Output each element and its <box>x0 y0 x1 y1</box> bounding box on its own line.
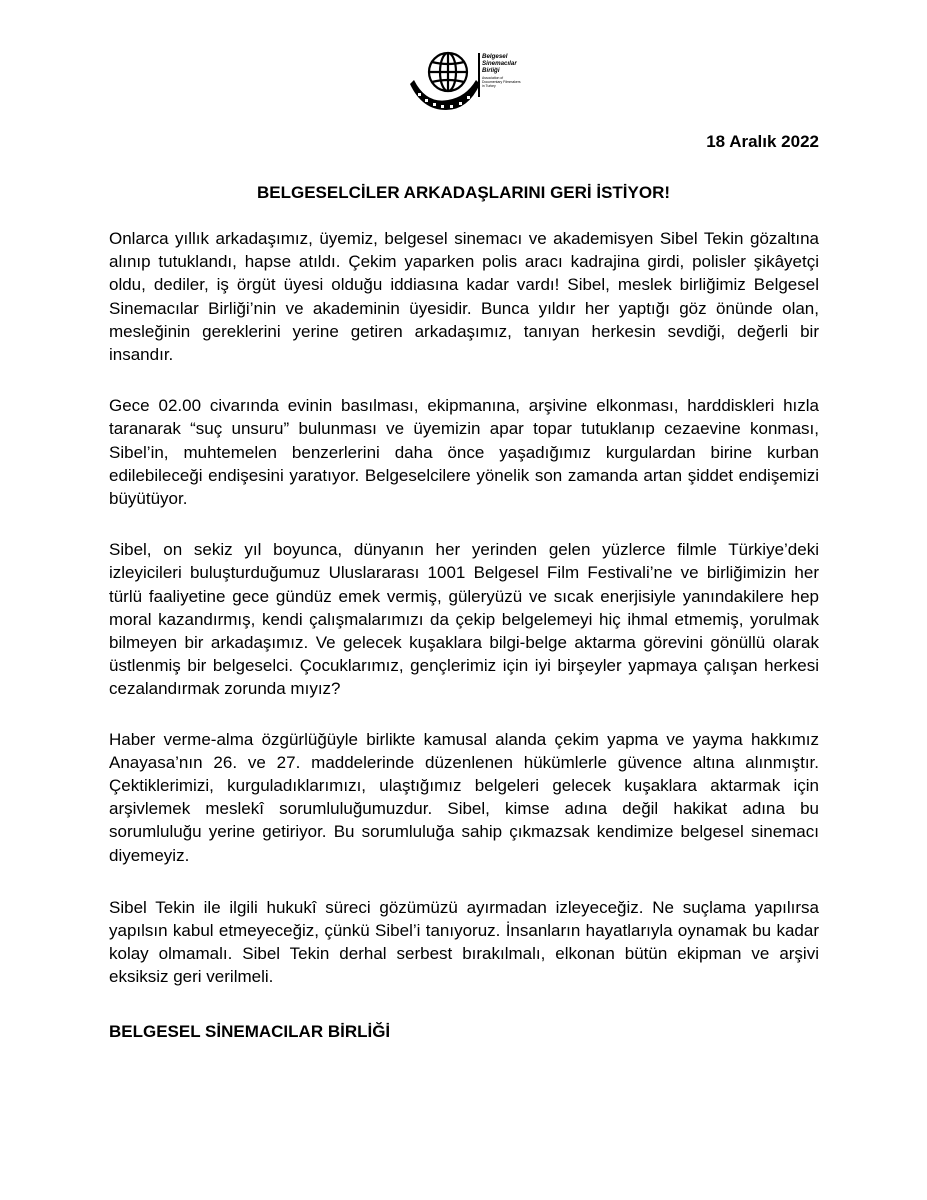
paragraph-3: Sibel, on sekiz yıl boyunca, dünyanın her yerinden gelen yüzlerce filmle Türkiye’deki izleyicileri buluşturduğumuz Uluslararası 1001 Belgesel Film Festivali’ne ve birliğimizin her türlü faaliyetine gece gündüz emek vermiş, güleryüzü ve sıcak enerjisiyle yanındakilere hep moral kazandırmış, kendi çalışmalarımızı da çekip belgelemeyi hiç ihmal etmemiş, yorulmak bilmeyen bir arkadaşımız. Ve gelecek kuşaklara bilgi-belge aktarma görevini gönüllü olarak üstlenmiş bir belgeselci. Çocuklarımız, gençlerimiz için iyi birşeyler yapmaya çalışan herkesi cezalandırmak zorunda mıyız? <box>109 540 819 699</box>
document-date: 18 Aralık 2022 <box>706 132 819 151</box>
logo-line-2: Sinemacılar <box>482 59 517 67</box>
logo-wordmark <box>482 54 517 74</box>
paragraph-1: Onlarca yıllık arkadaşımız, üyemiz, belgesel sinemacı ve akademisyen Sibel Tekin gözaltına alınıp tutuklandı, hapse atıldı. Çekim yaparken polis aracı kadrajina girdi, polisler şikâyetçi oldu, dediler, iş örgüt üyesi olduğu iddiasına kadar vardı! Sibel, meslek birliğimiz Belgesel Sinemacılar Birliği’nin ve akademinin üyesidir. Bunca yıldır her yaptığı göz önünde olan, mesleğinin gereklerini yerine getiren arkadaşımız, tanıyan herkesin sevdiği, değerli bir insandır. <box>109 229 819 365</box>
page-title: BELGESELCİLER ARKADAŞLARINI GERİ İSTİYOR! <box>256 183 671 202</box>
logo-line-1: Belgesel <box>482 53 508 60</box>
paragraph-5: Sibel Tekin ile ilgili hukukî süreci gözümüzü ayırmadan izleyeceğiz. Ne suçlama yapılırsa yapılsın kabul etmeyeceğiz, çünkü Sibel’i tanıyoruz. İnsanların hayatlarıyla oynamak bu kadar kolay olmamalı. Sibel Tekin derhal serbest bırakılmalı, elkonan bütün ekipman ve arşivi eksiksiz geri verilmeli. <box>109 897 819 987</box>
signature: BELGESEL SİNEMACILAR BİRLİĞİ <box>109 1022 391 1041</box>
document-body <box>109 227 819 989</box>
paragraph-4: Haber verme-alma özgürlüğüyle birlikte kamusal alanda çekim yapma ve yayma hakkımız Anayasa’nın 26. ve 27. maddelerinde düzenlenen hükümlerle güvence altına alınmıştır. Çektiklerimizi, kurguladıklarımızı, ulaştığımız belgeleri gelecek kuşaklara aktarmak için arşivlemek meslekî sorumluluğumuzdur. Sibel, kimse adına değil hakikat adına bu sorumluluğu yerine getiriyor. Bu sorumluluğa sahip çıkmazsak kendimize belgesel sinemacı diyemeyiz. <box>109 729 819 865</box>
paragraph-2: Gece 02.00 civarında evinin basılması, ekipmanına, arşivine elkonması, harddiskleri hızla taranarak “suç unsuru” bulunması ve üyemizin apar topar tutuklanıp cezaevine konması, Sibel’in, muhtemelen benzerlerini daha önce yaşadığımız kurgulardan birine kurban edilebileceği endişesini yaratıyor. Belgeselcilere yönelik son zamanda artan şiddet endişemizi büyütüyor. <box>109 396 819 509</box>
logo-line-3: Birliği <box>482 66 500 74</box>
organization-logo <box>408 50 524 112</box>
logo-subtitle: Association of Documentary Filmmakers in Turkey <box>482 76 521 88</box>
